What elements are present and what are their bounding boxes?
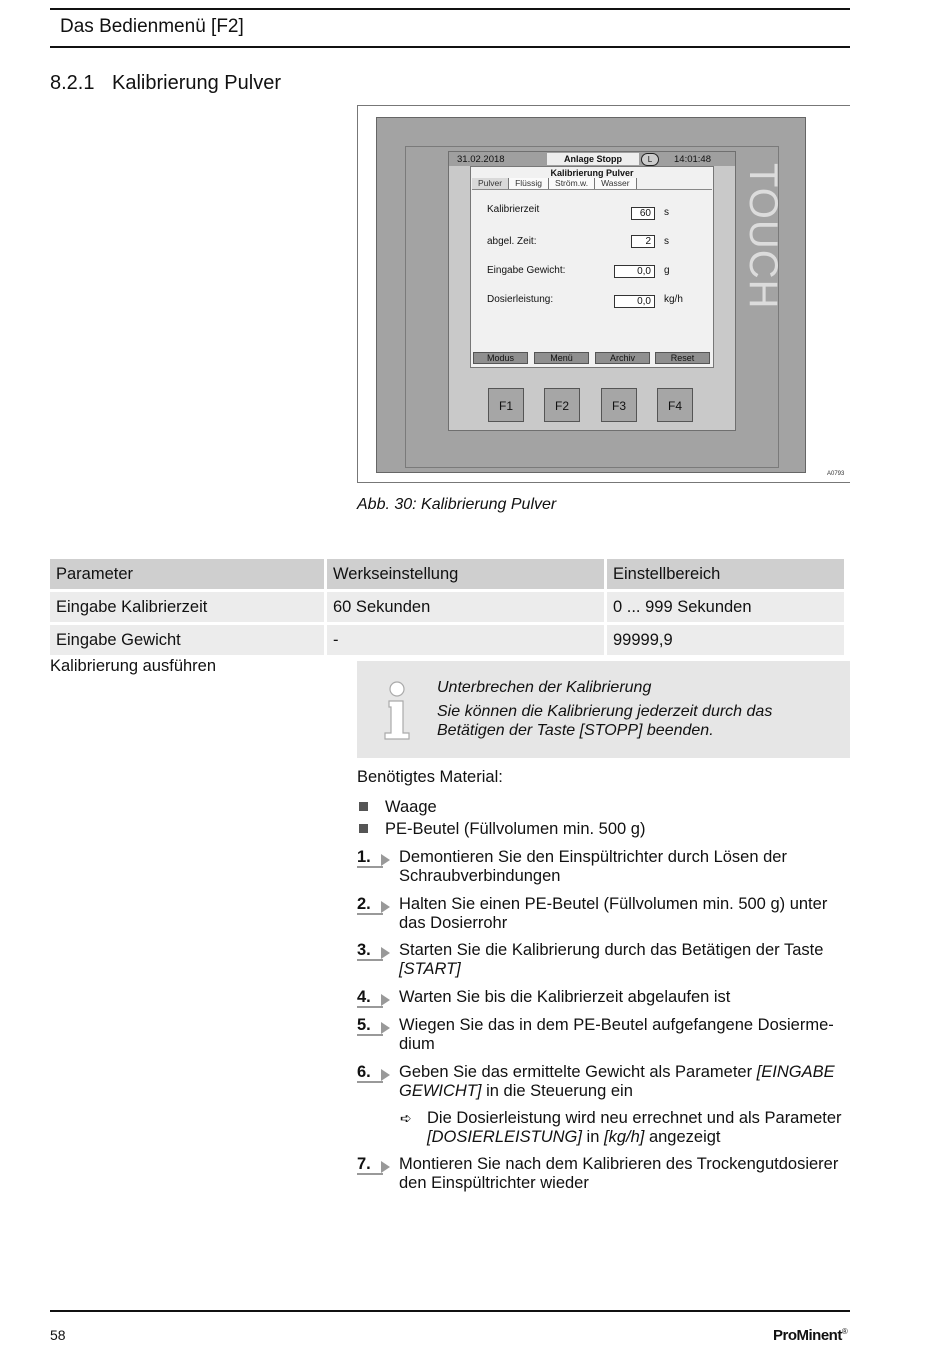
field-value-eingabe-gewicht[interactable]: 0,0 bbox=[614, 265, 655, 278]
info-note bbox=[357, 661, 850, 758]
procedure-heading: Kalibrierung ausführen bbox=[50, 657, 217, 675]
result-arrow-icon: ➪ bbox=[400, 1110, 412, 1126]
note-title: Unterbrechen der Kalibrierung bbox=[437, 679, 652, 696]
reset-button[interactable]: Reset bbox=[655, 352, 710, 364]
result-text: Die Dosierleistung wird neu errechnet und als Parameter [DOSIERLEISTUNG] in [kg/h] angezeigt bbox=[427, 1109, 842, 1146]
touch-label: TOUCH bbox=[741, 163, 785, 310]
table-row bbox=[50, 625, 844, 655]
table-cell: Eingabe Kalibrierzeit bbox=[50, 592, 324, 622]
table-cell: - bbox=[327, 625, 604, 655]
bullet-square-icon bbox=[359, 824, 368, 833]
step-arrow-icon bbox=[381, 1161, 390, 1173]
material-label: Benötigtes Material: bbox=[357, 768, 503, 786]
step-text: Wiegen Sie das in dem PE-Beutel aufgefangene Dosierme-dium bbox=[399, 1016, 834, 1053]
step-underline bbox=[357, 1006, 383, 1008]
f4-key[interactable]: F4 bbox=[657, 388, 693, 422]
tab-wasser[interactable]: Wasser bbox=[595, 178, 637, 189]
field-value-kalibrierzeit[interactable]: 60 bbox=[631, 207, 655, 220]
bullet-square-icon bbox=[359, 802, 368, 811]
step-underline bbox=[357, 1034, 383, 1036]
field-label-kalibrierzeit: Kalibrierzeit bbox=[487, 204, 540, 215]
field-unit-dosierleistung: kg/h bbox=[664, 294, 683, 305]
figure-caption: Abb. 30: Kalibrierung Pulver bbox=[357, 496, 557, 513]
step-text: Starten Sie die Kalibrierung durch das Betätigen der Taste [START] bbox=[399, 941, 824, 978]
step-emphasis: [EINGABE GEWICHT] bbox=[399, 1063, 835, 1100]
screen-title: Kalibrierung Pulver bbox=[550, 168, 634, 178]
table-cell: 60 Sekunden bbox=[327, 592, 604, 622]
figure-code: A0793 bbox=[827, 471, 845, 477]
device-figure bbox=[357, 105, 850, 483]
step-number: 3. bbox=[357, 941, 371, 959]
f1-key[interactable]: F1 bbox=[488, 388, 524, 422]
field-label-dosierleistung: Dosierleistung: bbox=[487, 294, 554, 305]
archiv-button[interactable]: Archiv bbox=[595, 352, 650, 364]
field-unit-eingabe-gewicht: g bbox=[664, 265, 670, 276]
field-unit-abgel-zeit: s bbox=[664, 236, 669, 247]
menu-button[interactable]: Menü bbox=[534, 352, 589, 364]
table-header-cell: Werkseinstellung bbox=[327, 559, 604, 589]
section-title-text: Kalibrierung Pulver bbox=[112, 72, 281, 94]
brand-logo: ProMinent® bbox=[773, 1327, 848, 1344]
step-emphasis: [START] bbox=[399, 960, 461, 978]
screen-tabs bbox=[472, 178, 712, 190]
header-top-rule bbox=[50, 8, 850, 10]
f3-key[interactable]: F3 bbox=[601, 388, 637, 422]
tab-fluessig[interactable]: Flüssig bbox=[509, 178, 549, 189]
header-bottom-rule bbox=[50, 46, 850, 48]
table-cell: Eingabe Gewicht bbox=[50, 625, 324, 655]
table-cell: 99999,9 bbox=[607, 625, 844, 655]
table-header-cell: Einstellbereich bbox=[607, 559, 844, 589]
status-indicator: L bbox=[641, 153, 659, 166]
status-bar bbox=[449, 152, 735, 166]
step-underline bbox=[357, 1173, 383, 1175]
step-number: 4. bbox=[357, 988, 371, 1006]
step-arrow-icon bbox=[381, 854, 390, 866]
step-underline bbox=[357, 1081, 383, 1083]
table-cell: 0 ... 999 Sekunden bbox=[607, 592, 844, 622]
parameter-table bbox=[47, 556, 847, 658]
table-header-row bbox=[50, 559, 844, 589]
step-underline bbox=[357, 913, 383, 915]
step-arrow-icon bbox=[381, 947, 390, 959]
step-number: 7. bbox=[357, 1155, 371, 1173]
step-number: 2. bbox=[357, 895, 371, 913]
field-value-abgel-zeit[interactable]: 2 bbox=[631, 235, 655, 248]
field-unit-kalibrierzeit: s bbox=[664, 207, 669, 218]
status-time: 14:01:48 bbox=[674, 154, 711, 165]
step-text: Geben Sie das ermittelte Gewicht als Parameter [EINGABE GEWICHT] in die Steuerung ein bbox=[399, 1063, 835, 1100]
step-text: Warten Sie bis die Kalibrierzeit abgelaufen ist bbox=[399, 988, 731, 1006]
page-number: 58 bbox=[50, 1327, 66, 1343]
field-label-eingabe-gewicht: Eingabe Gewicht: bbox=[487, 265, 566, 276]
step-number: 1. bbox=[357, 848, 371, 866]
step-arrow-icon bbox=[381, 994, 390, 1006]
step-arrow-icon bbox=[381, 901, 390, 913]
step-text: Montieren Sie nach dem Kalibrieren des Trockengutdosierer den Einspültrichter wieder bbox=[399, 1155, 839, 1192]
tab-stroem[interactable]: Ström.w. bbox=[549, 178, 595, 189]
table-header-cell: Parameter bbox=[50, 559, 324, 589]
header-title: Das Bedienmenü [F2] bbox=[60, 16, 244, 37]
note-text: Sie können die Kalibrierung jederzeit durch das Betätigen der Taste [STOPP] beenden. bbox=[437, 703, 773, 739]
section-title bbox=[50, 72, 281, 95]
footer-rule bbox=[50, 1310, 850, 1312]
step-text: Halten Sie einen PE-Beutel (Füllvolumen min. 500 g) unter das Dosierrohr bbox=[399, 895, 828, 932]
step-underline bbox=[357, 959, 383, 961]
tab-pulver[interactable]: Pulver bbox=[472, 178, 509, 189]
modus-button[interactable]: Modus bbox=[473, 352, 528, 364]
control-panel bbox=[448, 151, 736, 431]
display-screen bbox=[470, 166, 714, 368]
table-row bbox=[50, 592, 844, 622]
f2-key[interactable]: F2 bbox=[544, 388, 580, 422]
section-number: 8.2.1 bbox=[50, 72, 95, 94]
field-value-dosierleistung[interactable]: 0,0 bbox=[614, 295, 655, 308]
step-arrow-icon bbox=[381, 1022, 390, 1034]
step-number: 6. bbox=[357, 1063, 371, 1081]
info-icon bbox=[381, 681, 415, 741]
step-text: Demontieren Sie den Einspültrichter durch Lösen der Schraubverbindungen bbox=[399, 848, 787, 885]
step-underline bbox=[357, 866, 383, 868]
status-date: 31.02.2018 bbox=[457, 154, 505, 165]
step-number: 5. bbox=[357, 1016, 371, 1034]
step-arrow-icon bbox=[381, 1069, 390, 1081]
status-mode: Anlage Stopp bbox=[547, 153, 639, 165]
field-label-abgel-zeit: abgel. Zeit: bbox=[487, 236, 537, 247]
device-housing bbox=[376, 117, 806, 473]
